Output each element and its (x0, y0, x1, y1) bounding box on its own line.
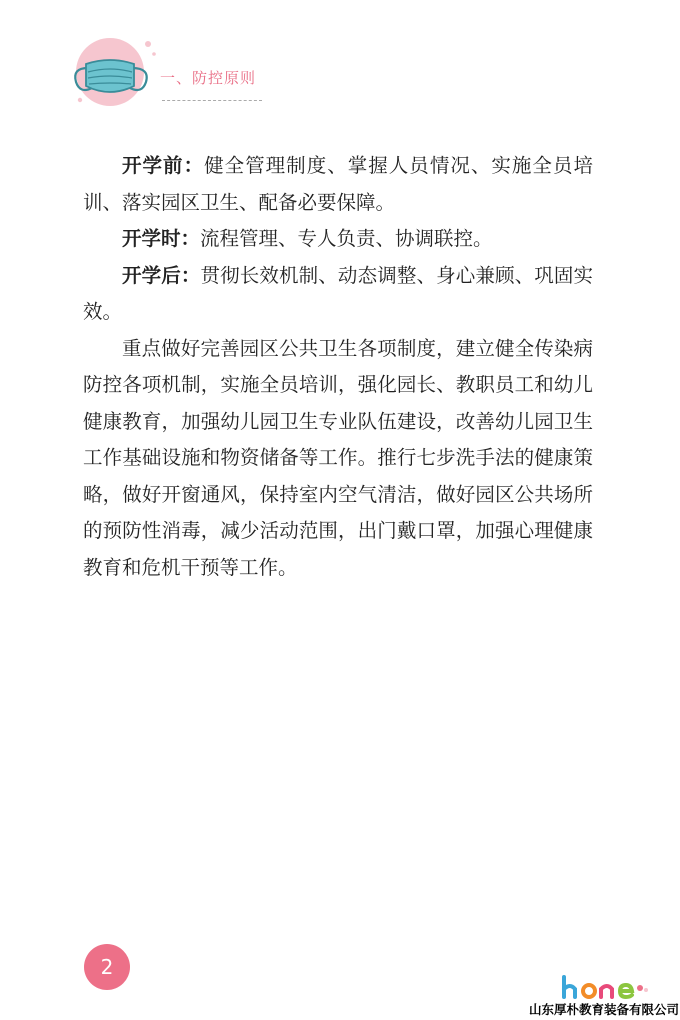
title-divider (162, 100, 262, 101)
company-name: 山东厚朴教育装备有限公司 (528, 1002, 679, 1017)
paragraph-text: 健全管理制度、掌握人员情况、实施全员培训、落实园区卫生、配备必要保障。 (83, 154, 593, 214)
paragraph-text: 重点做好完善园区公共卫生各项制度，建立健全传染病防控各项机制，实施全员培训，强化园长、教职员工和幼儿健康教育，加强幼儿园卫生专业队伍建设，改善幼儿园卫生工作基础设施和物资储备等工作。推行七步洗手法的健康策略，做好开窗通风，保持室内空气清洁，做好园区公共场所的预防性消毒，减少活动范围，出门戴口罩，加强心理健康教育和危机干预等工作。 (83, 336, 593, 579)
paragraph (83, 148, 593, 221)
paragraph-text: 流程管理、专人负责、协调联控。 (200, 227, 493, 250)
hope-logo-icon (560, 975, 652, 999)
paragraph (83, 221, 593, 258)
paragraph-lead: 开学时： (122, 227, 201, 250)
paragraph (83, 331, 593, 587)
section-title: 一、防控原则 (160, 69, 257, 87)
paragraph-lead: 开学前： (122, 154, 205, 177)
paragraph (83, 258, 593, 331)
paragraph-lead: 开学后： (122, 263, 201, 287)
company-logo (528, 975, 680, 1020)
paragraph-text: 贯彻长效机制、动态调整、身心兼顾、巩固实效。 (83, 263, 593, 323)
section-header (70, 30, 270, 120)
body-text (83, 148, 593, 586)
page-number: 2 (84, 944, 130, 990)
